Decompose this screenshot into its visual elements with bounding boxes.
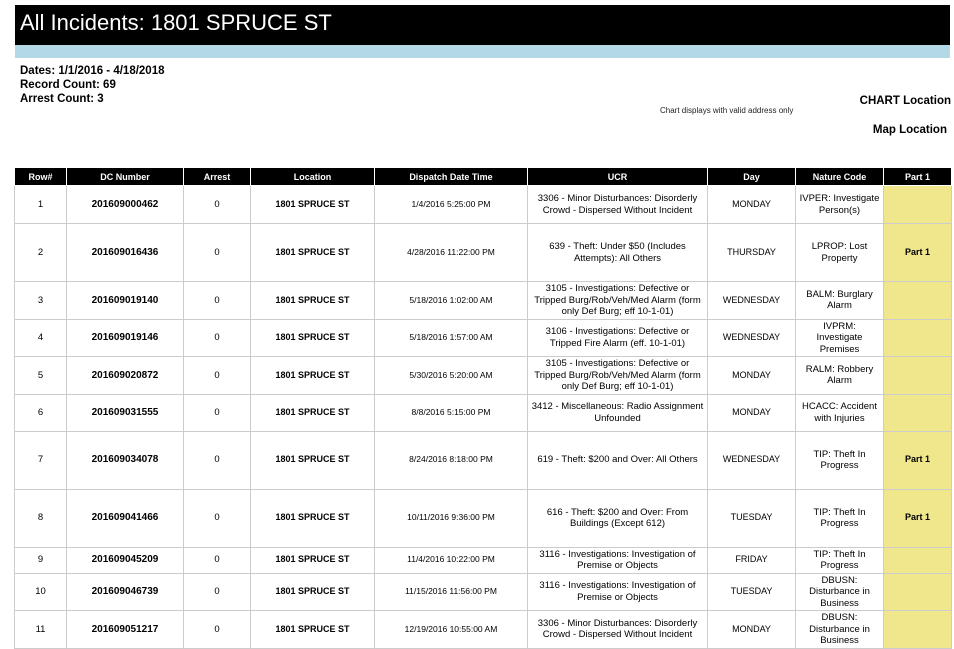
ucr-cell: 3105 - Investigations: Defective or Tripped Burg/Rob/Veh/Med Alarm (form only Def Burg; eff 10-1-01) bbox=[528, 357, 708, 395]
day-cell: MONDAY bbox=[708, 611, 796, 649]
day-cell: TUESDAY bbox=[708, 573, 796, 611]
nature-code: BALM: Burglary Alarm bbox=[796, 282, 884, 320]
ucr-cell: 3306 - Minor Disturbances: Disorderly Crowd - Dispersed Without Incident bbox=[528, 186, 708, 224]
dispatch-datetime: 11/15/2016 11:56:00 PM bbox=[375, 573, 528, 611]
ucr-cell: 3116 - Investigations: Investigation of Premise or Objects bbox=[528, 573, 708, 611]
arrest-count-cell: 0 bbox=[184, 282, 251, 320]
location-cell: 1801 SPRUCE ST bbox=[251, 431, 375, 489]
dc-number: 201609019140 bbox=[67, 282, 184, 320]
nature-code: DBUSN: Disturbance in Business bbox=[796, 611, 884, 649]
day-cell: WEDNESDAY bbox=[708, 319, 796, 357]
ucr-cell: 639 - Theft: Under $50 (Includes Attempts): All Others bbox=[528, 224, 708, 282]
dc-number: 201609031555 bbox=[67, 394, 184, 431]
part1-cell bbox=[884, 611, 952, 649]
dates-range: Dates: 1/1/2016 - 4/18/2018 bbox=[20, 65, 165, 77]
dc-number: 201609020872 bbox=[67, 357, 184, 395]
ucr-cell: 3116 - Investigations: Investigation of Premise or Objects bbox=[528, 547, 708, 573]
location-cell: 1801 SPRUCE ST bbox=[251, 394, 375, 431]
table-row[interactable] bbox=[15, 357, 952, 395]
row-number: 7 bbox=[15, 431, 67, 489]
day-cell: FRIDAY bbox=[708, 547, 796, 573]
dc-number: 201609016436 bbox=[67, 224, 184, 282]
part1-cell bbox=[884, 282, 952, 320]
ucr-cell: 619 - Theft: $200 and Over: All Others bbox=[528, 431, 708, 489]
row-number: 6 bbox=[15, 394, 67, 431]
row-number: 1 bbox=[15, 186, 67, 224]
page-title: All Incidents: 1801 SPRUCE ST bbox=[20, 10, 332, 35]
arrest-count-cell: 0 bbox=[184, 547, 251, 573]
part1-cell: Part 1 bbox=[884, 431, 952, 489]
part1-cell bbox=[884, 357, 952, 395]
part1-cell bbox=[884, 186, 952, 224]
arrest-count-cell: 0 bbox=[184, 394, 251, 431]
arrest-count-cell: 0 bbox=[184, 489, 251, 547]
location-cell: 1801 SPRUCE ST bbox=[251, 547, 375, 573]
arrest-count-cell: 0 bbox=[184, 186, 251, 224]
dispatch-datetime: 8/8/2016 5:15:00 PM bbox=[375, 394, 528, 431]
dc-number: 201609051217 bbox=[67, 611, 184, 649]
location-cell: 1801 SPRUCE ST bbox=[251, 224, 375, 282]
part1-cell: Part 1 bbox=[884, 224, 952, 282]
row-number: 8 bbox=[15, 489, 67, 547]
dc-number: 201609000462 bbox=[67, 186, 184, 224]
dispatch-datetime: 4/28/2016 11:22:00 PM bbox=[375, 224, 528, 282]
dispatch-datetime: 12/19/2016 10:55:00 AM bbox=[375, 611, 528, 649]
title-underline-bar bbox=[15, 45, 950, 58]
dc-number: 201609045209 bbox=[67, 547, 184, 573]
nature-code: TIP: Theft In Progress bbox=[796, 547, 884, 573]
dispatch-datetime: 5/18/2016 1:02:00 AM bbox=[375, 282, 528, 320]
chart-location-link[interactable]: CHART Location bbox=[859, 95, 951, 107]
dc-number: 201609046739 bbox=[67, 573, 184, 611]
col-header[interactable]: Dispatch Date Time bbox=[375, 168, 528, 186]
part1-cell bbox=[884, 319, 952, 357]
ucr-cell: 3306 - Minor Disturbances: Disorderly Crowd - Dispersed Without Incident bbox=[528, 611, 708, 649]
dc-number: 201609019146 bbox=[67, 319, 184, 357]
col-header[interactable]: UCR bbox=[528, 168, 708, 186]
ucr-cell: 3105 - Investigations: Defective or Tripped Burg/Rob/Veh/Med Alarm (form only Def Burg; eff 10-1-01) bbox=[528, 282, 708, 320]
day-cell: MONDAY bbox=[708, 357, 796, 395]
location-cell: 1801 SPRUCE ST bbox=[251, 573, 375, 611]
table-row[interactable] bbox=[15, 611, 952, 649]
nature-code: TIP: Theft In Progress bbox=[796, 489, 884, 547]
arrest-count-cell: 0 bbox=[184, 573, 251, 611]
nature-code: TIP: Theft In Progress bbox=[796, 431, 884, 489]
table-row[interactable] bbox=[15, 394, 952, 431]
row-number: 3 bbox=[15, 282, 67, 320]
arrest-count-cell: 0 bbox=[184, 224, 251, 282]
incidents-table bbox=[14, 167, 952, 649]
ucr-cell: 3106 - Investigations: Defective or Tripped Fire Alarm (eff. 10-1-01) bbox=[528, 319, 708, 357]
ucr-cell: 3412 - Miscellaneous: Radio Assignment Unfounded bbox=[528, 394, 708, 431]
row-number: 11 bbox=[15, 611, 67, 649]
arrest-count-cell: 0 bbox=[184, 611, 251, 649]
table-row[interactable] bbox=[15, 489, 952, 547]
part1-cell bbox=[884, 547, 952, 573]
part1-cell: Part 1 bbox=[884, 489, 952, 547]
location-cell: 1801 SPRUCE ST bbox=[251, 489, 375, 547]
day-cell: MONDAY bbox=[708, 394, 796, 431]
table-row[interactable] bbox=[15, 547, 952, 573]
location-cell: 1801 SPRUCE ST bbox=[251, 319, 375, 357]
dispatch-datetime: 8/24/2016 8:18:00 PM bbox=[375, 431, 528, 489]
part1-cell bbox=[884, 573, 952, 611]
col-header[interactable]: Location bbox=[251, 168, 375, 186]
col-header[interactable]: Part 1 bbox=[884, 168, 952, 186]
nature-code: IVPRM: Investigate Premises bbox=[796, 319, 884, 357]
col-header[interactable]: Row# bbox=[15, 168, 67, 186]
chart-note: Chart displays with valid address only bbox=[660, 106, 794, 115]
table-header-row bbox=[15, 168, 952, 186]
title-bar bbox=[15, 5, 950, 45]
row-number: 10 bbox=[15, 573, 67, 611]
day-cell: WEDNESDAY bbox=[708, 431, 796, 489]
dispatch-datetime: 10/11/2016 9:36:00 PM bbox=[375, 489, 528, 547]
table-row[interactable] bbox=[15, 224, 952, 282]
row-number: 5 bbox=[15, 357, 67, 395]
row-number: 4 bbox=[15, 319, 67, 357]
dispatch-datetime: 11/4/2016 10:22:00 PM bbox=[375, 547, 528, 573]
arrest-count: Arrest Count: 3 bbox=[20, 93, 104, 105]
nature-code: DBUSN: Disturbance in Business bbox=[796, 573, 884, 611]
col-header[interactable]: Day bbox=[708, 168, 796, 186]
dispatch-datetime: 5/18/2016 1:57:00 AM bbox=[375, 319, 528, 357]
location-cell: 1801 SPRUCE ST bbox=[251, 611, 375, 649]
location-cell: 1801 SPRUCE ST bbox=[251, 186, 375, 224]
arrest-count-cell: 0 bbox=[184, 357, 251, 395]
table-row[interactable] bbox=[15, 431, 952, 489]
col-header[interactable]: Arrest bbox=[184, 168, 251, 186]
part1-cell bbox=[884, 394, 952, 431]
arrest-count-cell: 0 bbox=[184, 431, 251, 489]
col-header[interactable]: DC Number bbox=[67, 168, 184, 186]
dispatch-datetime: 5/30/2016 5:20:00 AM bbox=[375, 357, 528, 395]
table-row[interactable] bbox=[15, 573, 952, 611]
map-location-link[interactable]: Map Location bbox=[872, 124, 947, 136]
day-cell: TUESDAY bbox=[708, 489, 796, 547]
table-row[interactable] bbox=[15, 319, 952, 357]
nature-code: HCACC: Accident with Injuries bbox=[796, 394, 884, 431]
day-cell: MONDAY bbox=[708, 186, 796, 224]
summary-block bbox=[20, 64, 165, 106]
location-cell: 1801 SPRUCE ST bbox=[251, 357, 375, 395]
arrest-count-cell: 0 bbox=[184, 319, 251, 357]
record-count: Record Count: 69 bbox=[20, 79, 116, 91]
location-cell: 1801 SPRUCE ST bbox=[251, 282, 375, 320]
row-number: 9 bbox=[15, 547, 67, 573]
ucr-cell: 616 - Theft: $200 and Over: From Buildings (Except 612) bbox=[528, 489, 708, 547]
nature-code: IVPER: Investigate Person(s) bbox=[796, 186, 884, 224]
col-header[interactable]: Nature Code bbox=[796, 168, 884, 186]
row-number: 2 bbox=[15, 224, 67, 282]
dc-number: 201609034078 bbox=[67, 431, 184, 489]
table-row[interactable] bbox=[15, 186, 952, 224]
dispatch-datetime: 1/4/2016 5:25:00 PM bbox=[375, 186, 528, 224]
nature-code: RALM: Robbery Alarm bbox=[796, 357, 884, 395]
nature-code: LPROP: Lost Property bbox=[796, 224, 884, 282]
dc-number: 201609041466 bbox=[67, 489, 184, 547]
table-row[interactable] bbox=[15, 282, 952, 320]
day-cell: WEDNESDAY bbox=[708, 282, 796, 320]
day-cell: THURSDAY bbox=[708, 224, 796, 282]
